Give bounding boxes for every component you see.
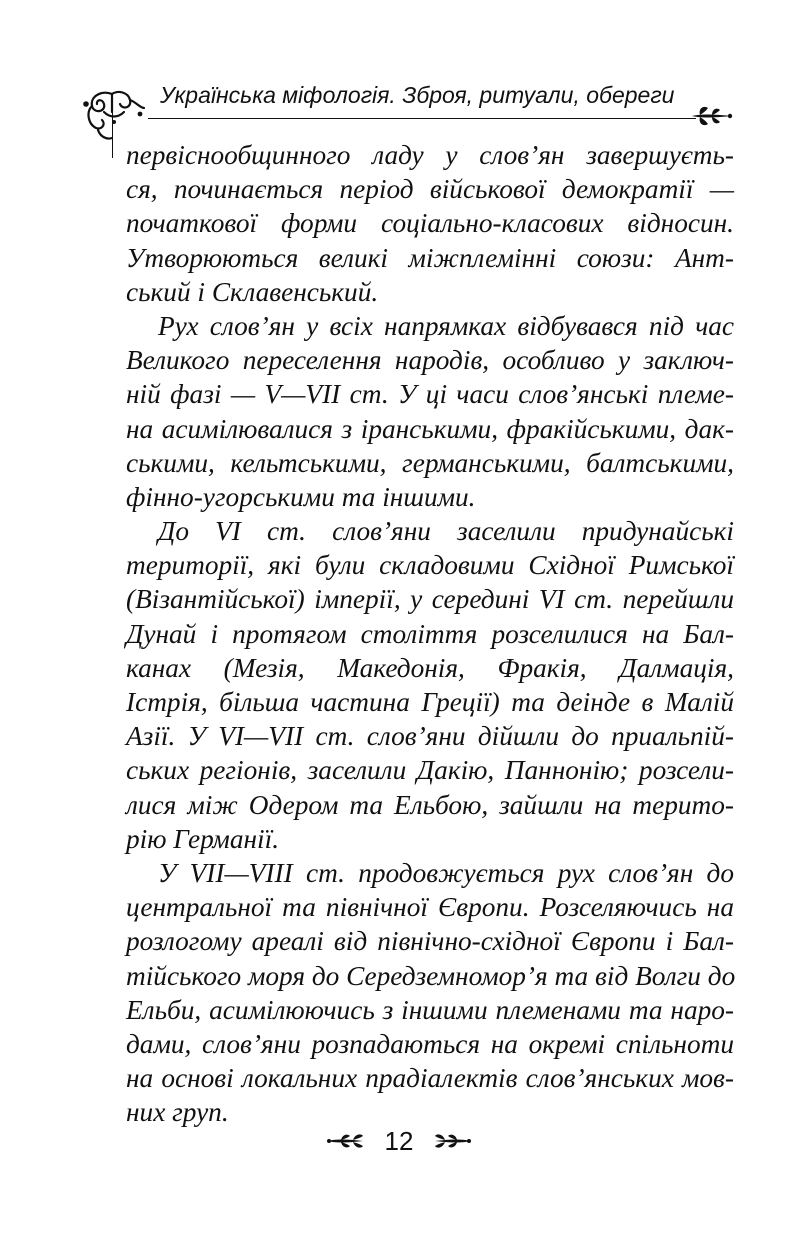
page-footer — [0, 1124, 798, 1157]
paragraph-4 — [126, 856, 734, 1130]
text-line: ський і Склавенський. — [126, 276, 379, 307]
text-line: на асимілювалися з іранськими, фракійськими, дак- — [126, 413, 734, 444]
text-line: лися між Одером та Ельбою, зайшли на терито- — [126, 789, 734, 820]
text-line: центральної та північної Європи. Розселяючись на — [126, 892, 734, 923]
leaf-sprig-icon — [690, 104, 734, 133]
text-line: них груп. — [126, 1097, 229, 1128]
text-line: дами, слов’яни розпадаються на окремі спільноти — [126, 1028, 734, 1059]
text-line: ній фазі — V—VII ст. У ці часи слов’янські племе- — [126, 379, 734, 410]
text-line: рію Германії. — [126, 823, 280, 854]
text-line: Азії. У VI—VII ст. слов’яни дійшли до приальпій- — [126, 721, 734, 752]
paragraph-1 — [126, 138, 734, 309]
text-line: початкової форми соціально-класових відносин. — [126, 208, 734, 239]
text-line: території, які були складовими Східної Римської — [126, 550, 734, 581]
text-line: До VI ст. слов’яни заселили придунайські — [158, 516, 734, 547]
header-rule — [148, 118, 696, 119]
text-line: розлогому ареалі від північно-східної Європи і Бал- — [126, 926, 734, 957]
running-header-title: Українська міфологія. Зброя, ритуали, обереги — [160, 82, 675, 108]
text-line: Істрія, більша частина Греції) та деінде в Малій — [126, 687, 734, 717]
text-line: фінно-угорськими та іншими. — [126, 481, 476, 512]
text-line: первіснообщинного ладу у слов’ян завершуєть- — [126, 140, 734, 170]
text-line: ських регіонів, заселили Дакію, Паннонію; розсели- — [126, 755, 734, 786]
text-line: Великого переселення народів, особливо у заключ- — [126, 345, 734, 376]
text-line: ся, починається період військової демократії — — [126, 174, 734, 205]
text-line: ськими, кельтськими, германськими, балтськими, — [126, 447, 734, 478]
leaf-sprig-icon — [433, 1124, 473, 1154]
text-line: (Візантійської) імперії, у середині VI ст. перейшли — [126, 584, 734, 615]
text-line: Дунай і протягом століття розселилися на Бал- — [126, 618, 734, 649]
body-text — [126, 138, 734, 1129]
text-line: Утворюються великі міжплемінні союзи: Ант- — [126, 242, 734, 273]
text-line: Рух слов’ян у всіх напрямках відбувався під час — [158, 310, 734, 341]
paragraph-3 — [126, 514, 734, 856]
text-line: У VII—VIII ст. продовжується рух слов’ян до — [158, 857, 734, 888]
text-line: тійського моря до Середземномор’я та від Волги до — [126, 960, 736, 991]
text-line: канах (Мезія, Македонія, Фракія, Далмація, — [126, 652, 734, 683]
page-number: 12 — [384, 1125, 414, 1156]
text-line: на основі локальних прадіалектів слов’янських мов- — [126, 1063, 734, 1094]
paragraph-2 — [126, 309, 734, 514]
header-vertical-rule — [112, 112, 113, 158]
leaf-sprig-icon — [325, 1124, 372, 1154]
text-line: Ельби, асимілюючись з іншими племенами та наро- — [126, 994, 734, 1025]
